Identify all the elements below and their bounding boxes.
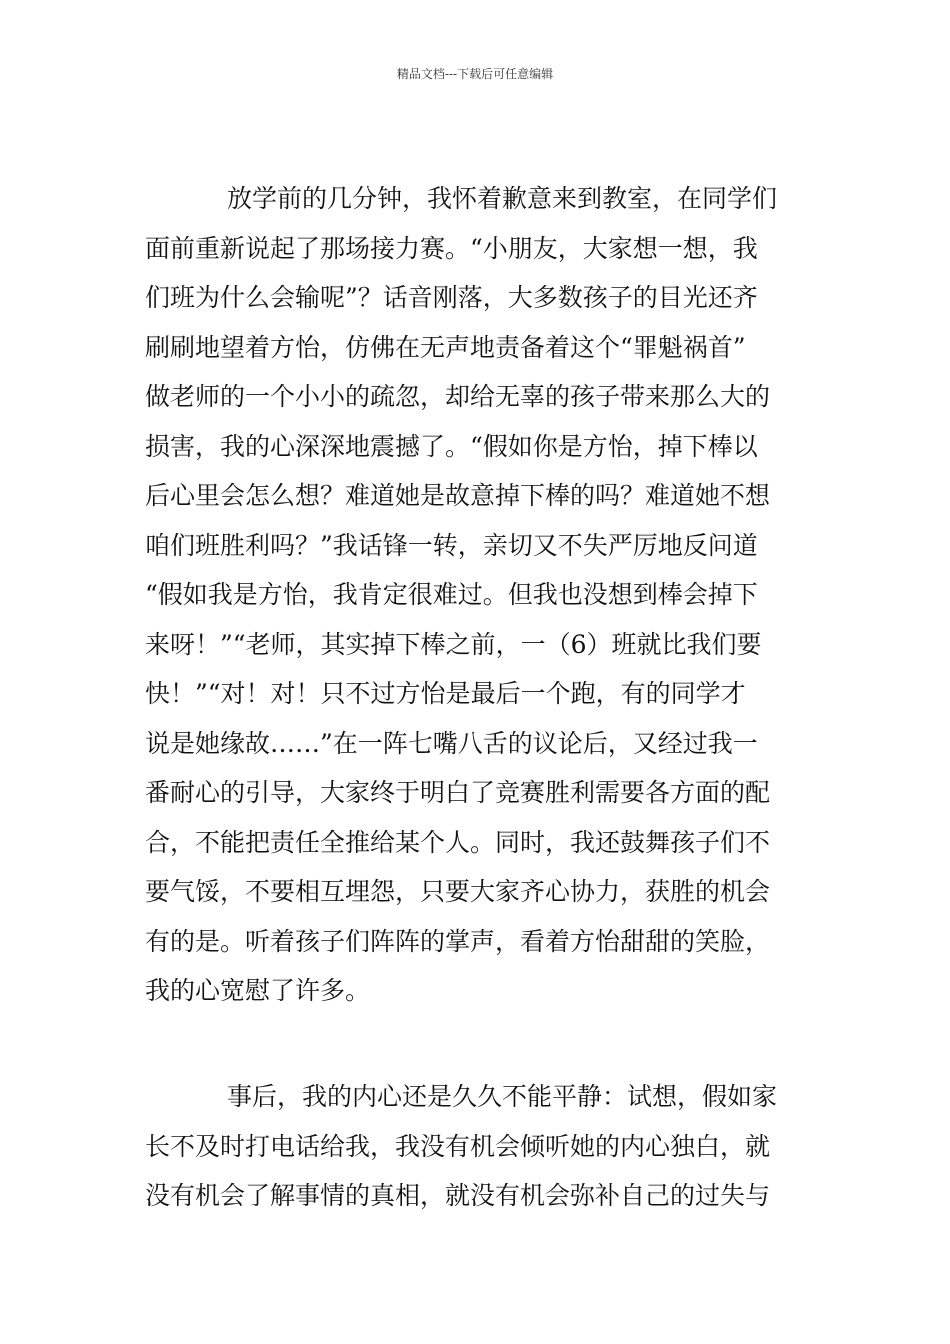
- paragraph-line: 我的心宽慰了许多。: [145, 976, 371, 1005]
- page-header: 精品文档---下载后可任意编辑: [396, 67, 554, 81]
- paragraph-2: [145, 1077, 805, 1226]
- paragraph-line: 合，不能把责任全推给某个人。同时，我还鼓舞孩子们不: [145, 827, 771, 857]
- paragraph-line: 快！”“对！对！只不过方怡是最后一个跑，有的同学才: [145, 679, 746, 708]
- paragraph-line: 要气馁，不要相互埋怨，只要大家齐心协力，获胜的机会: [145, 877, 771, 906]
- paragraph-line: 说是她缘故……”在一阵七嘴八舌的议论后，又经过我一: [145, 728, 758, 758]
- paragraph-line: 面前重新说起了那场接力赛。“小朋友，大家想一想，我: [145, 233, 758, 263]
- paragraph-line: 放学前的几分钟，我怀着歉意来到教室，在同学们: [227, 184, 778, 213]
- paragraph-line: 们班为什么会输呢”？话音刚落，大多数孩子的目光还齐: [145, 283, 758, 312]
- paragraph-line: 来呀！”“老师，其实掉下棒之前，一（6）班就比我们要: [145, 629, 762, 659]
- paragraph-line: 长不及时打电话给我，我没有机会倾听她的内心独白，就: [145, 1131, 771, 1161]
- paragraph-line: 番耐心的引导，大家终于明白了竞赛胜利需要各方面的配: [145, 778, 771, 807]
- paragraph-line: 损害，我的心深深地震撼了。“假如你是方怡，掉下棒以: [145, 431, 758, 461]
- paragraph-line: “假如我是方怡，我肯定很难过。但我也没想到棒会掉下: [145, 580, 758, 609]
- paragraph-1: [145, 179, 805, 1021]
- paragraph-line: 做老师的一个小小的疏忽，却给无辜的孩子带来那么大的: [145, 382, 771, 411]
- paragraph-line: 刷刷地望着方怡，仿佛在无声地责备着这个“罪魁祸首”: [145, 332, 746, 362]
- paragraph-line: 有的是。听着孩子们阵阵的掌声，看着方怡甜甜的笑脸，: [145, 926, 771, 956]
- paragraph-line: 后心里会怎么想？难道她是故意掉下棒的吗？难道她不想: [145, 481, 771, 510]
- paragraph-line: 事后，我的内心还是久久不能平静：试想，假如家: [227, 1082, 778, 1111]
- paragraph-line: 咱们班胜利吗？”我话锋一转，亲切又不失严厉地反问道: [145, 530, 758, 560]
- paragraph-line: 没有机会了解事情的真相，就没有机会弥补自己的过失与: [145, 1181, 771, 1210]
